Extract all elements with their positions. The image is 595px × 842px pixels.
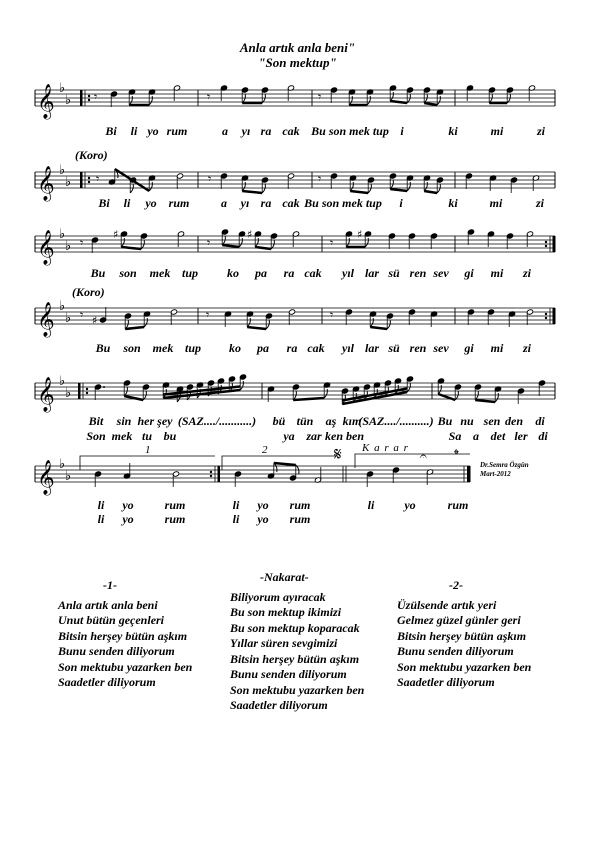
lyric-syllable: cak: [304, 266, 322, 280]
lyric-syllable: yı: [241, 124, 251, 138]
chorus-line: Bu son mektup ikimizi: [230, 605, 342, 619]
verse-1-line: Anla artık anla beni: [58, 597, 158, 612]
note-beam: [390, 101, 407, 103]
lyric-syllable: yo: [122, 498, 134, 512]
author-credit: [480, 461, 529, 479]
note-beam: [424, 103, 437, 105]
lyric-syllable: Bi: [98, 196, 110, 210]
lyric-syllable: zi: [535, 196, 545, 210]
sharp-icon: ♯: [357, 228, 363, 241]
lyric-syllable: ler: [514, 429, 528, 443]
lyric-syllable: mek: [152, 341, 174, 355]
song-title: Anla artık anla beni": [239, 40, 356, 55]
lyric-syllable: aş: [325, 414, 337, 428]
lyric-syllable: li: [232, 498, 240, 512]
lyric-syllable: ra: [286, 341, 298, 355]
eighth-rest-icon: 𝄾: [318, 172, 322, 186]
coda-icon: 𝄌: [454, 447, 459, 463]
flat-icon: ♭: [65, 311, 72, 326]
eighth-rest-icon: 𝄾: [94, 90, 98, 104]
note-flag: [424, 182, 427, 191]
verse-1-heading: -1-: [103, 578, 117, 592]
repeat-dot: [88, 95, 90, 97]
lyric-syllable: gi: [464, 266, 474, 280]
flat-icon: ♭: [59, 299, 66, 314]
lyric-syllable: pa: [257, 341, 269, 355]
lyric-syllable: i: [399, 196, 403, 210]
note-beam: [121, 247, 141, 249]
lyric-syllable: cak: [307, 341, 325, 355]
chorus-line: Yıllar süren sevgimizi: [230, 636, 338, 650]
koro-label: (Koro): [75, 148, 108, 162]
lyrics-line-5a: [88, 414, 546, 428]
verse-1: [58, 578, 192, 691]
eighth-rest-icon: 𝄾: [207, 236, 211, 250]
note-flag: [368, 184, 371, 193]
note-flag: [365, 238, 368, 247]
lyric-syllable: kım: [342, 414, 362, 428]
flat-icon: ♭: [65, 239, 72, 254]
lyric-syllable: ren: [409, 341, 427, 355]
lyric-syllable: bu: [163, 429, 177, 443]
koro-label-2: (Koro): [72, 285, 105, 299]
flat-icon: ♭: [65, 175, 72, 190]
note-flag: [130, 184, 133, 193]
lyric-syllable: li: [97, 512, 105, 526]
eighth-rest-icon: 𝄾: [207, 90, 211, 104]
lyric-syllable: li: [232, 512, 240, 526]
lyric-syllable: mek: [111, 429, 133, 443]
staff-5: [35, 374, 555, 413]
flat-icon: ♭: [65, 93, 72, 108]
repeat-thick-bar: [80, 172, 83, 188]
sharp-icon: ♯: [113, 228, 119, 241]
lyric-syllable: Bu: [90, 266, 106, 280]
lyric-syllable: li: [123, 196, 131, 210]
lyric-syllable: zar: [306, 429, 322, 443]
flat-icon: ♭: [59, 374, 66, 389]
lyric-syllable: rum: [447, 498, 469, 512]
note-flag: [437, 184, 440, 193]
verse-2-line: Üzülsende artık yeri: [397, 597, 497, 612]
lyric-syllable: yıl: [342, 341, 354, 355]
note-beam: [350, 191, 368, 193]
lyric-syllable: zi: [522, 266, 532, 280]
lyric-syllable: zi: [536, 124, 546, 138]
chorus-heading: -Nakarat-: [260, 570, 309, 584]
lyrics-line-6b: [98, 512, 311, 526]
treble-clef-icon: 𝄞: [37, 84, 55, 119]
verse-1-line: Bunu senden diliyorum: [58, 644, 175, 658]
lyric-syllable: zi: [522, 341, 532, 355]
lyrics-line-5b: [86, 429, 548, 443]
lyrics-line-3: [90, 266, 532, 280]
eighth-rest-icon: 𝄾: [96, 172, 100, 186]
repeat-dot: [86, 388, 88, 390]
karar-label: K a r a r: [362, 442, 409, 454]
lyric-syllable: ki: [448, 124, 458, 138]
lyric-syllable: (SAZ..../..........): [358, 414, 434, 428]
staff-4: [35, 299, 555, 338]
song-subtitle: "Son mektup": [258, 55, 337, 70]
lyric-syllable: Sa: [448, 429, 462, 443]
verse-2-line: Bitsin herşey bütün aşkım: [397, 628, 527, 643]
lyric-syllable: rum: [168, 196, 190, 210]
note-flag: [144, 318, 147, 327]
repeat-thick-bar: [553, 236, 556, 252]
lyric-syllable: sen: [483, 414, 501, 428]
lyric-syllable: sev: [433, 341, 449, 355]
lyric-syllable: gi: [464, 341, 474, 355]
note-flag: [407, 182, 410, 191]
note-beam: [247, 327, 266, 329]
note-beam: [255, 247, 271, 249]
lyric-syllable: mi: [490, 341, 504, 355]
treble-clef-icon: 𝄞: [37, 460, 55, 495]
eighth-rest-icon: 𝄾: [80, 308, 84, 322]
lyric-syllable: ra: [283, 266, 295, 280]
note-flag: [350, 182, 353, 191]
lyric-syllable: yıl: [342, 266, 354, 280]
note-beam: [370, 327, 387, 329]
lyric-syllable: ben: [346, 429, 364, 443]
lyrics-line-1: [104, 124, 545, 138]
eighth-rest-icon: 𝄾: [318, 90, 322, 104]
treble-clef-icon: 𝄞: [37, 377, 55, 412]
note-flag: [324, 389, 327, 398]
lyric-syllable: lar: [364, 266, 380, 280]
eighth-rest-icon: 𝄾: [330, 236, 334, 250]
lyric-syllable: a: [473, 429, 479, 443]
final-bar: [467, 466, 470, 482]
lyric-syllable: Bu: [437, 414, 453, 428]
lyric-syllable: mi: [489, 196, 503, 210]
lyric-syllable: ren: [409, 266, 427, 280]
verse-2: [397, 578, 531, 691]
sharp-icon: ♯: [247, 228, 253, 241]
fermata-icon: 𝄐: [420, 449, 427, 463]
flat-icon: ♭: [59, 163, 66, 178]
note-flag: [239, 238, 242, 247]
flat-icon: ♭: [59, 81, 66, 96]
lyric-syllable: rum: [166, 124, 188, 138]
note-flag: [242, 182, 245, 191]
lyrics-line-2: [97, 196, 544, 210]
note-flag: [370, 318, 373, 327]
repeat-dot: [545, 241, 547, 243]
repeat-dot: [88, 177, 90, 179]
lyric-syllable: rum: [289, 512, 311, 526]
verse-2-line: Gelmez güzel günler geri: [397, 613, 521, 627]
verse-1-line: Son mektubu yazarken ben: [58, 659, 193, 674]
lyric-syllable: li: [97, 498, 105, 512]
lyric-syllable: mek: [149, 266, 171, 280]
note-flag: [121, 238, 124, 247]
lyric-syllable: (SAZ..../...........): [177, 414, 257, 428]
lyrics-line-6a: [98, 498, 469, 512]
chorus-line: Bitsin herşey bütün aşkım: [230, 651, 360, 666]
verse-1-line: Unut bütün geçenleri: [58, 613, 165, 627]
note-flag: [495, 393, 498, 402]
note-flag: [262, 184, 265, 193]
volta-1-bracket: [80, 456, 215, 470]
verse-1-line: Bitsin herşey bütün aşkım: [58, 628, 188, 643]
chorus-line: Bunu senden diliyorum: [230, 667, 347, 681]
lyric-syllable: yo: [404, 498, 416, 512]
lyrics-verses: [0, 570, 595, 714]
author-date: Mart-2012: [480, 470, 511, 478]
lyric-syllable: bü: [272, 414, 286, 428]
staff-6: [35, 457, 470, 496]
eighth-rest-icon: 𝄾: [80, 236, 84, 250]
lyric-syllable: sü: [388, 266, 400, 280]
lyric-syllable: cak: [282, 124, 300, 138]
note-flag: [149, 96, 152, 105]
lyric-syllable: Bu son mek tup: [311, 124, 389, 138]
lyric-syllable: tu: [141, 429, 153, 443]
lyric-syllable: sin: [116, 414, 132, 428]
verse-2-line: Saadetler diliyorum: [397, 675, 495, 689]
note-flag: [129, 96, 132, 105]
treble-clef-icon: 𝄞: [37, 230, 55, 265]
treble-clef-icon: 𝄞: [37, 302, 55, 337]
staff-1: [35, 81, 555, 120]
lyric-syllable: Bit: [88, 414, 104, 428]
sharp-icon: ♯: [92, 314, 98, 327]
note-beam: [293, 398, 324, 400]
note-beam: [125, 327, 144, 329]
flat-icon: ♭: [65, 386, 72, 401]
lyric-syllable: sev: [433, 266, 449, 280]
note-flag: [346, 238, 349, 247]
repeat-dot: [545, 317, 547, 319]
lyric-syllable: cak: [282, 196, 300, 210]
lyric-syllable: Son: [86, 429, 106, 443]
lyric-syllable: rum: [164, 498, 186, 512]
lyric-syllable: ra: [260, 124, 272, 138]
note-beam: [222, 245, 239, 247]
note-flag: [390, 92, 393, 101]
note-flag: [255, 238, 258, 247]
eighth-rest-icon: 𝄾: [206, 308, 210, 322]
chorus: [230, 570, 364, 714]
lyric-syllable: ki: [448, 196, 458, 210]
treble-clef-icon: 𝄞: [37, 166, 55, 201]
lyric-syllable: yo: [122, 512, 134, 526]
note-beam: [242, 191, 262, 193]
eighth-rest-icon: 𝄾: [208, 172, 212, 186]
lyric-syllable: yo: [257, 512, 269, 526]
repeat-dot: [88, 181, 90, 183]
lyric-syllable: yo: [147, 124, 159, 138]
note-flag: [247, 318, 250, 327]
verse-2-line: Son mektubu yazarken ben: [397, 659, 532, 674]
chorus-line: Son mektubu yazarken ben: [230, 682, 365, 697]
volta-1-label: 1: [145, 444, 151, 456]
verse-2-heading: -2-: [449, 578, 463, 592]
lyric-syllable: tün: [296, 414, 314, 428]
chorus-line: Bu son mektup koparacak: [230, 620, 360, 635]
note-beam: [424, 191, 437, 193]
lyric-syllable: yo: [257, 498, 269, 512]
note-beam: [390, 189, 407, 191]
note-beam: [274, 463, 296, 465]
lyric-syllable: li: [130, 124, 138, 138]
lyric-syllable: tup: [184, 341, 202, 355]
lyric-syllable: di: [538, 429, 548, 443]
lyric-syllable: Bu: [95, 341, 111, 355]
lyric-syllable: yo: [145, 196, 157, 210]
lyric-syllable: pa: [255, 266, 267, 280]
lyric-syllable: rum: [164, 512, 186, 526]
flat-icon: ♭: [65, 469, 72, 484]
author-name: Dr.Semra Özgün: [480, 461, 529, 469]
lyric-syllable: Bu son mek tup: [304, 196, 382, 210]
note-flag: [367, 96, 370, 105]
lyric-syllable: her şey: [137, 414, 173, 428]
dot: [103, 386, 105, 388]
lyric-syllable: li: [367, 498, 375, 512]
lyric-syllable: den: [505, 414, 523, 428]
lyric-syllable: son: [123, 341, 141, 355]
note-flag: [149, 182, 152, 191]
note-flag: [437, 96, 440, 105]
lyric-syllable: yı: [240, 196, 250, 210]
lyric-syllable: ko: [227, 266, 239, 280]
volta-2-label: 2: [262, 444, 268, 456]
lyric-syllable: rum: [289, 498, 311, 512]
repeat-thick-bar: [78, 383, 81, 399]
lyrics-line-4: [95, 341, 532, 355]
repeat-dot: [210, 471, 212, 473]
repeat-dot: [545, 245, 547, 247]
repeat-dot: [545, 313, 547, 315]
repeat-thick-bar: [80, 90, 83, 106]
note-flag: [266, 320, 269, 329]
lyric-syllable: a: [221, 196, 227, 210]
repeat-dot: [86, 392, 88, 394]
repeat-dot: [88, 99, 90, 101]
note-flag: [349, 96, 352, 105]
note-beam: [475, 400, 495, 402]
note-flag: [387, 320, 390, 329]
chorus-line: Biliyorum ayıracak: [230, 589, 326, 604]
lyric-syllable: Bi: [105, 124, 117, 138]
lyric-syllable: ra: [260, 196, 272, 210]
note-flag: [240, 381, 243, 390]
verse-2-line: Bunu senden diliyorum: [397, 644, 514, 658]
lyric-syllable: a: [222, 124, 228, 138]
lyric-syllable: lar: [364, 341, 380, 355]
eighth-rest-icon: 𝄾: [330, 308, 334, 322]
lyric-syllable: di: [535, 414, 545, 428]
repeat-dot: [210, 475, 212, 477]
lyric-syllable: son: [119, 266, 137, 280]
lyric-syllable: mi: [490, 124, 504, 138]
flat-icon: ♭: [59, 227, 66, 242]
lyric-syllable: nu: [460, 414, 474, 428]
flat-icon: ♭: [59, 457, 66, 472]
lyric-syllable: tup: [181, 266, 199, 280]
note-flag: [438, 385, 441, 394]
repeat-thick-bar: [553, 308, 556, 324]
lyric-syllable: ken: [325, 429, 343, 443]
lyric-syllable: i: [400, 124, 404, 138]
lyric-syllable: mi: [490, 266, 504, 280]
segno-icon: 𝄋: [334, 444, 342, 465]
lyric-syllable: det: [490, 429, 506, 443]
lyric-syllable: ko: [229, 341, 241, 355]
repeat-thick-bar: [218, 466, 221, 482]
lyric-syllable: sü: [388, 341, 400, 355]
verse-1-line: Saadetler diliyorum: [58, 675, 156, 689]
chorus-line: Saadetler diliyorum: [230, 698, 328, 712]
lyric-syllable: ya: [283, 429, 295, 443]
